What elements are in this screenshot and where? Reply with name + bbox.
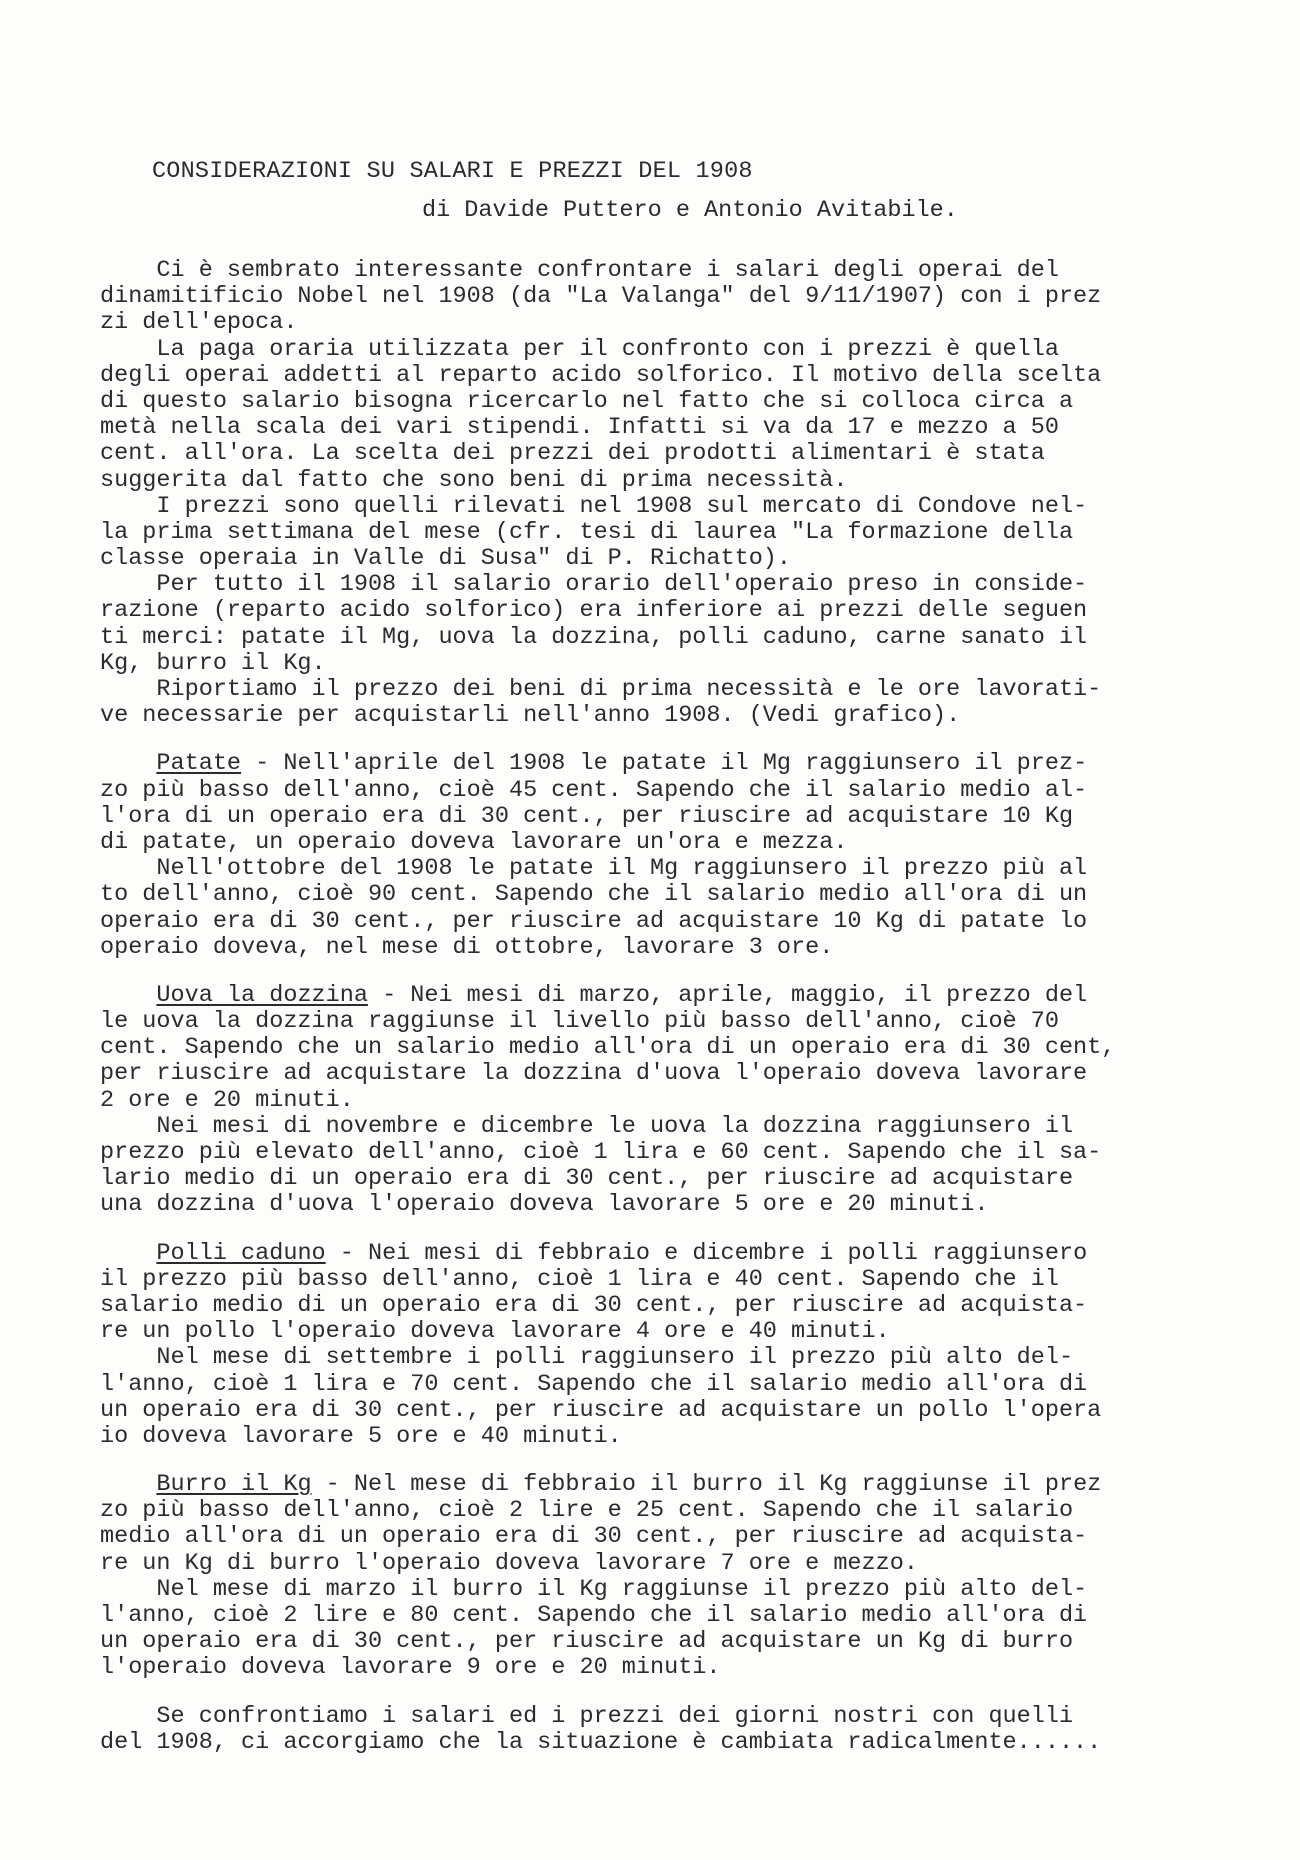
line-text: - Nell'aprile del 1908 le patate il Mg raggiunsero il prez- [241,750,1088,778]
text-line: prezzo più elevato dell'anno, cioè 1 lira e 60 cent. Sapendo che il sa- [100,1139,1102,1166]
section-heading: Polli caduno [156,1239,326,1267]
paragraph [100,1241,1200,1451]
line-text: - Nel mese di febbraio il burro il Kg raggiunse il prez [311,1471,1102,1499]
section-heading: Burro il Kg [156,1471,312,1499]
text-line: Se confrontiamo i salari ed i prezzi dei giorni nostri con quelli [100,1702,1074,1730]
text-line: zo più basso dell'anno, cioè 2 lire e 25 cent. Sapendo che il salario [100,1497,1074,1525]
text-line: il prezzo più basso dell'anno, cioè 1 lira e 40 cent. Sapendo che il [100,1265,1059,1293]
text-line: per riuscire ad acquistare la dozzina d'uova l'operaio doveva lavorare [100,1060,1088,1088]
text-line: le uova la dozzina raggiunse il livello più basso dell'anno, cioè 70 [100,1008,1059,1036]
text-line: Riportiamo il prezzo dei beni di prima necessità e le ore lavorati- [100,676,1102,703]
line-text: - Nei mesi di febbraio e dicembre i polli raggiunsero [325,1239,1088,1267]
text-line: una dozzina d'uova l'operaio doveva lavorare 5 ore e 20 minuti. [100,1191,989,1219]
text-line: salario medio di un operaio era di 30 cent., per riuscire ad acquista- [100,1291,1088,1319]
text-line: Nel mese di marzo il burro il Kg raggiunse il prezzo più alto del- [100,1575,1088,1603]
text-line: metà nella scala dei vari stipendi. Infatti si va da 17 e mezzo a 50 [100,414,1059,442]
text-line: re un pollo l'operaio doveva lavorare 4 ore e 40 minuti. [100,1318,890,1346]
text-line [100,751,1200,777]
text-line: Per tutto il 1908 il salario orario dell'operaio preso in conside- [100,571,1088,599]
text-line: del 1908, ci accorgiamo che la situazione è cambiata radicalmente...... [100,1728,1102,1756]
text-line: re un Kg di burro l'operaio doveva lavorare 7 ore e mezzo. [100,1549,918,1577]
text-line: l'anno, cioè 2 lire e 80 cent. Sapendo che il salario medio all'ora di [100,1602,1088,1629]
text-line: Ci è sembrato interessante confrontare i salari degli operai del [100,257,1059,284]
paragraph-gap [100,1450,1200,1472]
text-line: un operaio era di 30 cent., per riuscire ad acquistare un Kg di burro [100,1628,1074,1656]
text-line: cent. all'ora. La scelta dei prezzi dei prodotti alimentari è stata [100,440,1045,468]
document-byline: di Davide Puttero e Antonio Avitabile. [422,197,958,224]
text-line: operaio doveva, nel mese di ottobre, lavorare 3 ore. [100,933,834,961]
section-heading: Uova la dozzina [156,981,368,1009]
paragraph [100,1704,1200,1756]
text-line: La paga oraria utilizzata per il confronto con i prezzi è quella [100,335,1059,363]
text-line: operaio era di 30 cent., per riuscire ad acquistare 10 Kg di patate lo [100,907,1088,935]
text-line: suggerita dal fatto che sono beni di prima necessità. [100,466,848,494]
document-body [100,258,1200,1756]
paragraph [100,751,1200,961]
text-line [100,1241,1200,1267]
text-line: Kg, burro il Kg. [100,649,326,677]
line-text: - Nei mesi di marzo, aprile, maggio, il prezzo del [367,981,1088,1009]
text-line: la prima settimana del mese (cfr. tesi di laurea "La formazione della [100,518,1074,546]
paragraph [100,258,1200,729]
text-line: di patate, un operaio doveva lavorare un'ora e mezza. [100,828,848,856]
text-line: classe operaia in Valle di Susa" di P. Richatto). [100,545,792,573]
text-line: cent. Sapendo che un salario medio all'ora di un operaio era di 30 cent, [100,1034,1116,1062]
text-line: 2 ore e 20 minuti. [100,1086,354,1114]
text-line: Nel mese di settembre i polli raggiunsero il prezzo più alto del- [100,1344,1074,1372]
text-line: ve necessarie per acquistarli nell'anno 1908. (Vedi grafico). [100,702,961,730]
paragraph-gap [100,1219,1200,1241]
text-line: l'anno, cioè 1 lira e 70 cent. Sapendo che il salario medio all'ora di [100,1370,1088,1398]
paragraph-gap [100,729,1200,751]
text-line: di questo salario bisogna ricercarlo nel fatto che si colloca circa a [100,387,1074,415]
paragraph-gap [100,961,1200,983]
text-line: un operaio era di 30 cent., per riuscire ad acquistare un pollo l'opera [100,1396,1102,1424]
text-line: Nell'ottobre del 1908 le patate il Mg raggiunsero il prezzo più al [100,855,1088,883]
paragraph [100,1472,1200,1682]
text-line: io doveva lavorare 5 ore e 40 minuti. [100,1422,622,1450]
text-line: degli operai addetti al reparto acido solforico. Il motivo della scelta [100,361,1102,389]
text-line [100,983,1200,1009]
text-line: razione (reparto acido solforico) era inferiore ai prezzi delle seguen [100,597,1088,625]
text-line: dinamitificio Nobel nel 1908 (da "La Valanga" del 9/11/1907) con i prez [100,283,1102,311]
text-line: zi dell'epoca. [100,309,298,337]
text-line: ti merci: patate il Mg, uova la dozzina, polli caduno, carne sanato il [100,623,1088,651]
text-line: l'operaio doveva lavorare 9 ore e 20 minuti. [100,1654,721,1682]
text-line: I prezzi sono quelli rilevati nel 1908 sul mercato di Condove nel- [100,492,1088,520]
text-line: zo più basso dell'anno, cioè 45 cent. Sapendo che il salario medio al- [100,776,1088,804]
text-line: lario medio di un operaio era di 30 cent., per riuscire ad acquistare [100,1165,1074,1193]
document-title: CONSIDERAZIONI SU SALARI E PREZZI DEL 1908 [152,158,753,185]
text-line: medio all'ora di un operaio era di 30 cent., per riuscire ad acquista- [100,1523,1088,1551]
section-heading: Patate [156,750,242,778]
text-line: Nei mesi di novembre e dicembre le uova la dozzina raggiunsero il [100,1112,1074,1140]
text-line: to dell'anno, cioè 90 cent. Sapendo che il salario medio all'ora di un [100,881,1088,909]
text-line [100,1472,1200,1498]
text-line: l'ora di un operaio era di 30 cent., per riuscire ad acquistare 10 Kg [100,802,1074,830]
paragraph-gap [100,1682,1200,1704]
paragraph [100,983,1200,1219]
